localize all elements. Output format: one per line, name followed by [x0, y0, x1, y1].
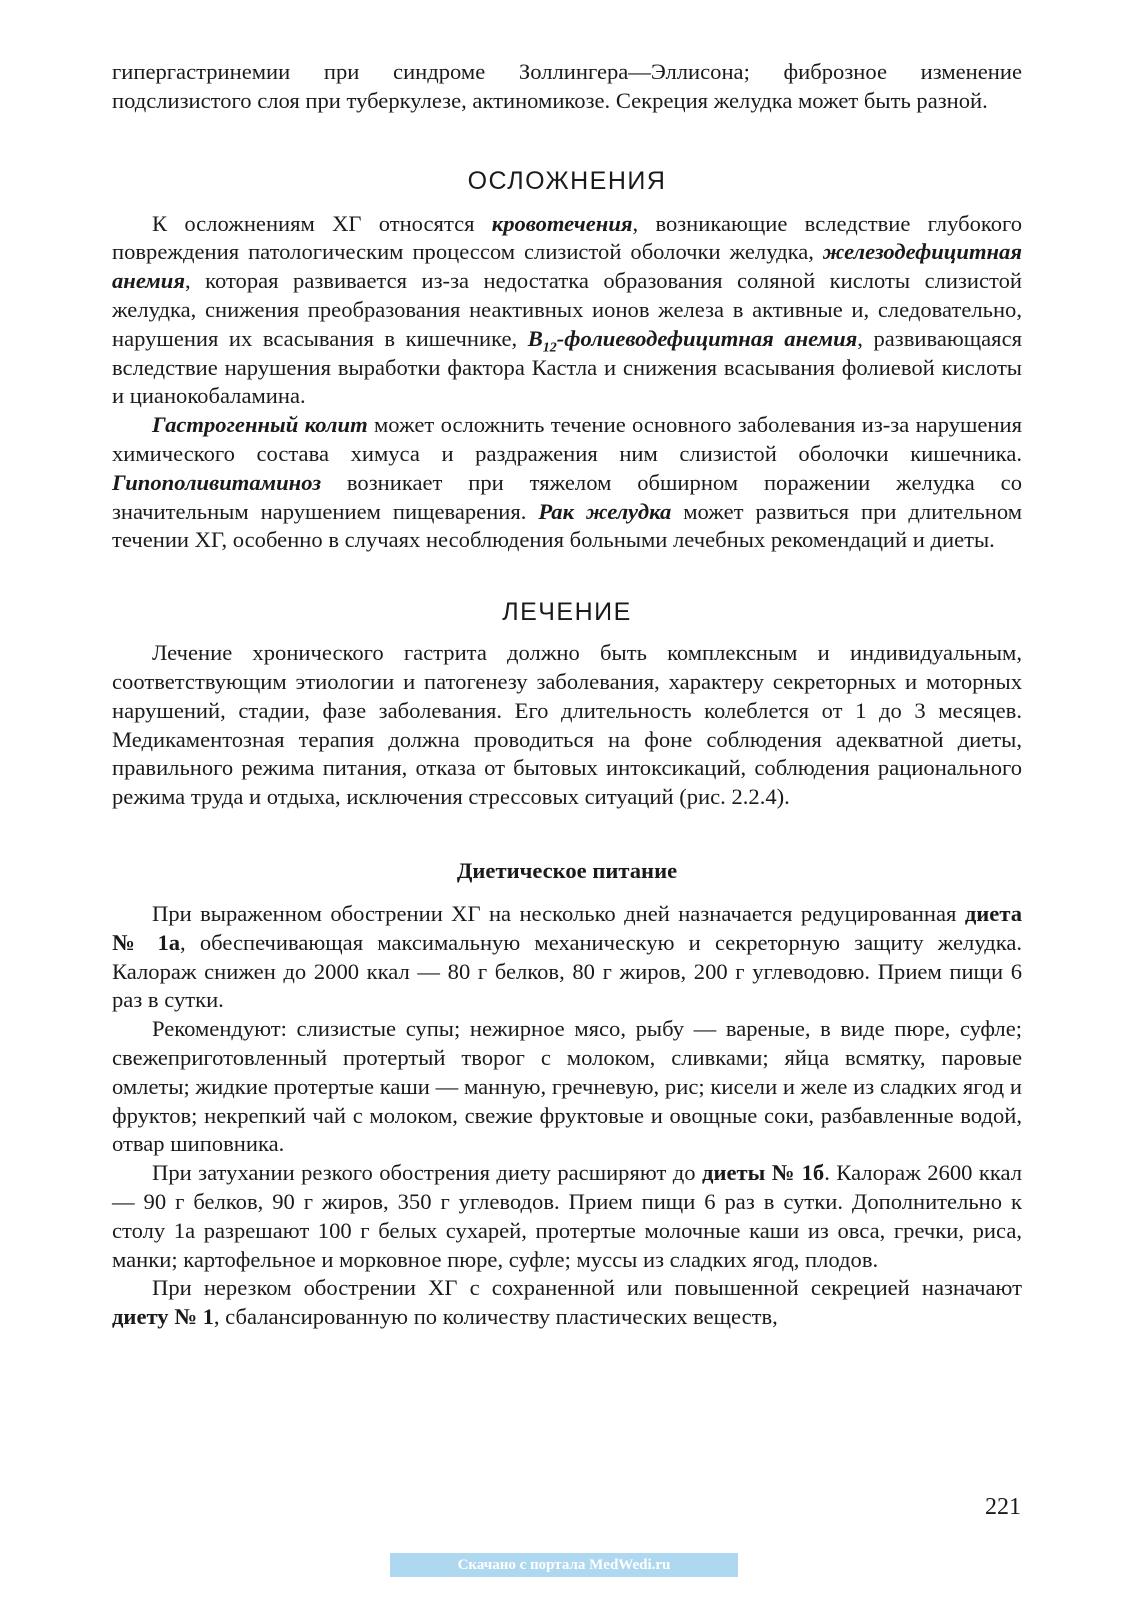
text-span: При затухании резкого обострения диету расширяют до — [152, 1160, 703, 1186]
text-span: , которая развивается из-за недостатка образования соляной кислоты слизистой желудка, снижения преобразования неактивных ионов железа в активные и, следовательно, нарушения их всасывания в кишечнике, — [112, 268, 1022, 351]
complications-heading: ОСЛОЖНЕНИЯ — [467, 166, 667, 195]
diet-heading: Диетическое питание — [456, 857, 678, 883]
text-span: , сбалансированную по количеству пластических веществ, — [213, 1304, 778, 1330]
term-stomach-cancer: Рак желудка — [538, 498, 672, 524]
treatment-paragraph: Лечение хронического гастрита должно быть комплексным и индивидуальным, соответствующим этиологии и патогенезу заболевания, характеру секреторных и моторных нарушений, стадии, фазе заболевания. Его длительность колеблется от 1 до 3 месяцев. Медикаментозная терапия должна проводиться на фоне соблюдения адекватной диеты, правильного режима питания, отказа от бытовых интоксикаций, соблюдения рационального режима труда и отдыха, исключения стрессовых ситуаций (рис. 2.2.4). — [112, 640, 1022, 810]
diet-paragraph-4 — [112, 1274, 1022, 1332]
page-content — [112, 58, 1022, 1332]
term-diet-1: диету № 1 — [112, 1304, 214, 1330]
text-span: , возникающие вследствие глубокого повреждения патологическим процессом слизистой оболочки желудка, — [112, 210, 1022, 265]
diet-paragraph-3 — [112, 1159, 1022, 1274]
term-colitis: Гастрогенный колит — [152, 412, 368, 438]
term-iron-anemia: железодефицитная анемия — [112, 239, 1022, 294]
term-b12-rest: -фолиеводефицитная анемия — [556, 325, 858, 351]
text-span: может развиться при длительном течении ХГ, особенно в случаях несоблюдения больными лечебных рекомендаций и диеты. — [112, 498, 1023, 553]
term-bleeding: кровотечения — [491, 210, 633, 236]
term-diet-1a: диета № 1а — [112, 900, 1022, 955]
term-b12-subscript: 12 — [542, 340, 557, 356]
term-diet-1b: диеты № 1б — [702, 1160, 825, 1186]
text-span: К осложнениям ХГ относятся — [152, 210, 492, 236]
diet-paragraph-2: Рекомендуют: слизистые супы; нежирное мясо, рыбу — вареные, в виде пюре, суфле; свежеприготовленный протертый творог с молоком, сливками; яйца всмятку, паровые омлеты; жидкие протертые каши — манную, гречневую, рис; кисели и желе из сладких ягод и фруктов; некрепкий чай с молоком, свежие фруктовые и овощные соки, разбавленные водой, отвар шиповника. — [112, 1016, 1022, 1157]
term-b12-anemia — [527, 325, 858, 356]
download-source-banner: Скачано с портала MedWedi.ru — [390, 1553, 738, 1577]
treatment-heading: ЛЕЧЕНИЕ — [502, 598, 632, 627]
diet-paragraph-1 — [112, 900, 1022, 1015]
text-span: , развивающаяся вследствие нарушения выработки фактора Кастла и снижения всасывания фолиевой кислоты и цианокобаламина. — [112, 325, 1022, 409]
term-b12-letter: В — [527, 325, 543, 351]
text-span: , обеспечивающая максимальную механическую и секреторную защиту желудка. Калораж снижен до 2000 ккал — 80 г белков, 80 г жиров, 200 г углеводовю. Прием пищи 6 раз в сутки. — [112, 929, 1023, 1013]
text-span: При выраженном обострении ХГ на несколько дней назначается редуцированная — [152, 900, 965, 926]
intro-paragraph: гипергастринемии при синдроме Золлингера—Эллисона; фиброзное изменение подслизистого слоя при туберкулезе, актиномикозе. Секреция желудка может быть разной. — [112, 59, 1022, 113]
complications-paragraph-2 — [112, 411, 1022, 555]
text-span: . Калораж 2600 ккал — 90 г белков, 90 г жиров, 350 г углеводов. Прием пищи 6 раз в сутки. Дополнительно к столу 1а разрешают 100 г белых сухарей, протертые молочные каши из овса, гречки, риса, манки; картофельное и морковное пюре, суфле; муссы из сладких ягод, плодов. — [112, 1160, 1023, 1272]
term-hypovitaminosis: Гипополивитаминоз — [112, 469, 322, 495]
text-span: возникает при тяжелом обширном поражении желудка со значительным нарушением пищеварения. — [112, 469, 1022, 524]
text-span: При нерезком обострении ХГ с сохраненной или повышенной секрецией назначают — [152, 1275, 1022, 1301]
page-number: 221 — [985, 1494, 1021, 1520]
text-span: может осложнить течение основного заболевания из-за нарушения химического состава химуса и раздражения ним слизистой оболочки кишечника. — [112, 412, 1023, 466]
complications-paragraph-1 — [112, 210, 1022, 412]
